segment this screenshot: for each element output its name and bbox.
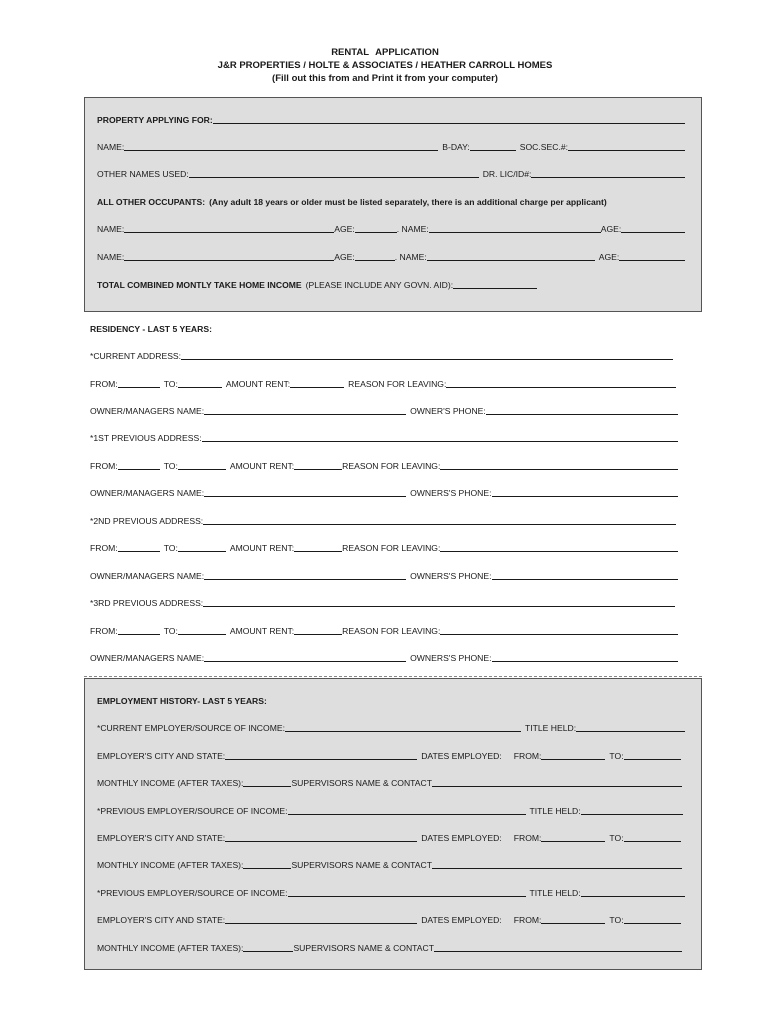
prev2-address-row (90, 513, 676, 527)
form-header (0, 46, 770, 85)
city-state-field[interactable] (225, 841, 417, 842)
section-divider (84, 676, 702, 677)
property-applying-field[interactable] (213, 123, 685, 124)
owner-name-field[interactable] (204, 579, 406, 580)
to-field[interactable] (178, 469, 226, 470)
supervisor-label: SUPERVISORS NAME & CONTACT (291, 860, 432, 870)
property-applying-row (97, 112, 685, 126)
occupants-heading-row (97, 194, 685, 208)
prev2-address-label: *2ND PREVIOUS ADDRESS: (90, 516, 204, 526)
reason-field[interactable] (440, 634, 678, 635)
previous-employer-row (97, 803, 683, 817)
supervisor-field[interactable] (432, 868, 682, 869)
amount-rent-field[interactable] (290, 387, 344, 388)
to-field[interactable] (624, 841, 681, 842)
current-owner-row (90, 403, 678, 417)
occupant-name-field[interactable] (124, 260, 334, 261)
prev1-address-field[interactable] (202, 441, 678, 442)
from-field[interactable] (118, 387, 160, 388)
employer-city-row (97, 748, 681, 762)
city-state-label: EMPLOYER'S CITY AND STATE: (97, 915, 226, 925)
amount-rent-field[interactable] (294, 469, 342, 470)
amount-rent-label: AMOUNT RENT: (225, 379, 291, 389)
occupant-name-label: NAME: (97, 224, 125, 234)
monthly-income-label: MONTHLY INCOME (AFTER TAXES): (97, 860, 244, 870)
monthly-income-field[interactable] (243, 951, 293, 952)
reason-field[interactable] (440, 551, 678, 552)
monthly-income-label: MONTHLY INCOME (AFTER TAXES): (97, 943, 244, 953)
to-label: TO: (609, 751, 624, 761)
amount-rent-label: AMOUNT RENT: (229, 461, 295, 471)
property-applying-label: PROPERTY APPLYING FOR: (97, 115, 213, 125)
monthly-income-row (97, 775, 682, 789)
prev1-owner-row (90, 485, 678, 499)
employment-title: EMPLOYMENT HISTORY- LAST 5 YEARS: (97, 696, 267, 706)
monthly-income-row (97, 940, 682, 954)
other-names-label: OTHER NAMES USED: (97, 169, 189, 179)
owner-phone-field[interactable] (492, 496, 678, 497)
applicant-name-label: NAME: (97, 142, 125, 152)
prev3-address-label: *3RD PREVIOUS ADDRESS: (90, 598, 204, 608)
bday-field[interactable] (470, 150, 516, 151)
title-held-field[interactable] (581, 814, 683, 815)
occupant-name-field[interactable] (429, 232, 601, 233)
from-label: FROM: (90, 543, 118, 553)
owner-name-label: OWNER/MANAGERS NAME: (90, 488, 205, 498)
occupant-name-label: . NAME: (394, 252, 427, 262)
occupant-age-field[interactable] (621, 232, 685, 233)
income-note: (PLEASE INCLUDE ANY GOVN. AID): (305, 280, 454, 290)
amount-rent-label: AMOUNT RENT: (229, 626, 295, 636)
current-address-row (90, 348, 673, 362)
from-label: FROM: (513, 751, 542, 761)
income-label: TOTAL COMBINED MONTLY TAKE HOME INCOME (97, 280, 302, 290)
title-held-label: TITLE HELD: (529, 888, 581, 898)
owner-phone-label: OWNER'S PHONE: (410, 406, 486, 416)
from-label: FROM: (90, 461, 118, 471)
current-dates-row (90, 376, 676, 390)
prev1-dates-row (90, 458, 678, 472)
city-state-label: EMPLOYER'S CITY AND STATE: (97, 833, 226, 843)
from-field[interactable] (541, 841, 605, 842)
applicant-name-row (97, 139, 685, 153)
occupant-age-field[interactable] (355, 232, 397, 233)
company-names: J&R PROPERTIES / HOLTE & ASSOCIATES / HEATHER CARROLL HOMES (217, 60, 553, 71)
title-held-field[interactable] (576, 731, 685, 732)
other-names-row (97, 166, 685, 180)
from-field[interactable] (541, 759, 605, 760)
occupant-age-field[interactable] (619, 260, 685, 261)
amount-rent-field[interactable] (294, 551, 342, 552)
owner-phone-field[interactable] (492, 579, 678, 580)
form-title: RENTAL APPLICATION (331, 47, 439, 58)
current-address-field[interactable] (181, 359, 673, 360)
to-label: TO: (163, 461, 178, 471)
occupant-age-label: AGE: (334, 224, 355, 234)
owner-phone-field[interactable] (492, 661, 678, 662)
owner-phone-field[interactable] (486, 414, 678, 415)
owner-name-field[interactable] (204, 661, 406, 662)
occupant-name-field[interactable] (427, 260, 595, 261)
income-row (97, 277, 537, 291)
to-label: TO: (163, 543, 178, 553)
applicant-name-field[interactable] (124, 150, 438, 151)
current-employer-row (97, 720, 685, 734)
employer-label: *CURRENT EMPLOYER/SOURCE OF INCOME: (97, 723, 285, 733)
from-label: FROM: (513, 915, 542, 925)
owner-name-label: OWNER/MANAGERS NAME: (90, 406, 205, 416)
prev3-owner-row (90, 650, 678, 664)
employer-field[interactable] (288, 896, 526, 897)
supervisor-label: SUPERVISORS NAME & CONTACT (293, 943, 434, 953)
occupant-row-2 (97, 249, 685, 263)
from-field[interactable] (541, 923, 605, 924)
monthly-income-row (97, 857, 682, 871)
title-held-field[interactable] (581, 896, 685, 897)
occupant-age-field[interactable] (355, 260, 395, 261)
owner-name-field[interactable] (204, 496, 406, 497)
to-field[interactable] (178, 387, 222, 388)
owner-name-label: OWNER/MANAGERS NAME: (90, 653, 205, 663)
supervisor-field[interactable] (434, 951, 682, 952)
dr-lic-field[interactable] (531, 177, 685, 178)
city-state-field[interactable] (225, 923, 417, 924)
occupant-age-label: AGE: (600, 224, 622, 234)
owner-phone-label: OWNERS'S PHONE: (410, 488, 492, 498)
to-field[interactable] (178, 551, 226, 552)
prev3-address-field[interactable] (203, 606, 675, 607)
socsec-field[interactable] (568, 150, 685, 151)
reason-field[interactable] (440, 469, 678, 470)
amount-rent-field[interactable] (294, 634, 342, 635)
prev3-address-row (90, 595, 675, 609)
other-names-field[interactable] (189, 177, 479, 178)
prev1-address-row (90, 430, 678, 444)
socsec-label: SOC.SEC.#: (519, 142, 569, 152)
employer-label: *PREVIOUS EMPLOYER/SOURCE OF INCOME: (97, 888, 288, 898)
prev2-address-field[interactable] (203, 524, 676, 525)
to-field[interactable] (178, 634, 226, 635)
to-label: TO: (609, 833, 624, 843)
residency-heading-row (90, 321, 678, 335)
residency-title: RESIDENCY - LAST 5 YEARS: (90, 324, 212, 334)
form-instructions: (Fill out this from and Print it from your computer) (272, 73, 498, 84)
prev3-dates-row (90, 623, 678, 637)
supervisor-label: SUPERVISORS NAME & CONTACT (291, 778, 432, 788)
owner-name-field[interactable] (204, 414, 406, 415)
occupant-age-label: AGE: (598, 252, 620, 262)
occupants-note: (Any adult 18 years or older must be listed separately, there is an additional charge per applicant) (209, 197, 607, 207)
supervisor-field[interactable] (432, 786, 682, 787)
dr-lic-label: DR. LIC/ID#: (482, 169, 532, 179)
current-address-label: *CURRENT ADDRESS: (90, 351, 182, 361)
occupant-name-label: . NAME: (396, 224, 429, 234)
owner-phone-label: OWNERS'S PHONE: (410, 571, 492, 581)
monthly-income-label: MONTHLY INCOME (AFTER TAXES): (97, 778, 244, 788)
reason-label: REASON FOR LEAVING: (342, 543, 441, 553)
prev1-address-label: *1ST PREVIOUS ADDRESS: (90, 433, 202, 443)
owner-name-label: OWNER/MANAGERS NAME: (90, 571, 205, 581)
employer-city-row (97, 912, 681, 926)
from-field[interactable] (118, 469, 160, 470)
occupants-title: ALL OTHER OCCUPANTS: (97, 197, 206, 207)
occupant-age-label: AGE: (334, 252, 355, 262)
to-label: TO: (163, 379, 178, 389)
employer-field[interactable] (288, 814, 526, 815)
employer-field[interactable] (285, 731, 521, 732)
to-label: TO: (609, 915, 624, 925)
from-label: FROM: (90, 626, 118, 636)
employer-label: *PREVIOUS EMPLOYER/SOURCE OF INCOME: (97, 806, 288, 816)
income-field[interactable] (453, 288, 537, 289)
employment-heading-row (97, 693, 685, 707)
amount-rent-label: AMOUNT RENT: (229, 543, 295, 553)
to-field[interactable] (624, 759, 681, 760)
city-state-label: EMPLOYER'S CITY AND STATE: (97, 751, 226, 761)
owner-phone-label: OWNERS'S PHONE: (410, 653, 492, 663)
bday-label: B-DAY: (442, 142, 470, 152)
previous-employer-row (97, 885, 685, 899)
city-state-field[interactable] (225, 759, 417, 760)
from-field[interactable] (118, 634, 160, 635)
dates-employed-label: DATES EMPLOYED: (421, 833, 502, 843)
monthly-income-field[interactable] (243, 868, 291, 869)
reason-label: REASON FOR LEAVING: (342, 626, 441, 636)
dates-employed-label: DATES EMPLOYED: (421, 751, 502, 761)
occupant-row-1 (97, 221, 685, 235)
prev2-owner-row (90, 568, 678, 582)
monthly-income-field[interactable] (243, 786, 291, 787)
occupant-name-field[interactable] (124, 232, 334, 233)
to-field[interactable] (624, 923, 681, 924)
from-field[interactable] (118, 551, 160, 552)
dates-employed-label: DATES EMPLOYED: (421, 915, 502, 925)
title-held-label: TITLE HELD: (524, 723, 577, 733)
from-label: FROM: (90, 379, 118, 389)
reason-label: REASON FOR LEAVING: (348, 379, 447, 389)
to-label: TO: (163, 626, 178, 636)
reason-field[interactable] (446, 387, 676, 388)
reason-label: REASON FOR LEAVING: (342, 461, 441, 471)
title-held-label: TITLE HELD: (529, 806, 581, 816)
occupant-name-label: NAME: (97, 252, 125, 262)
prev2-dates-row (90, 540, 678, 554)
from-label: FROM: (513, 833, 542, 843)
employer-city-row (97, 830, 681, 844)
